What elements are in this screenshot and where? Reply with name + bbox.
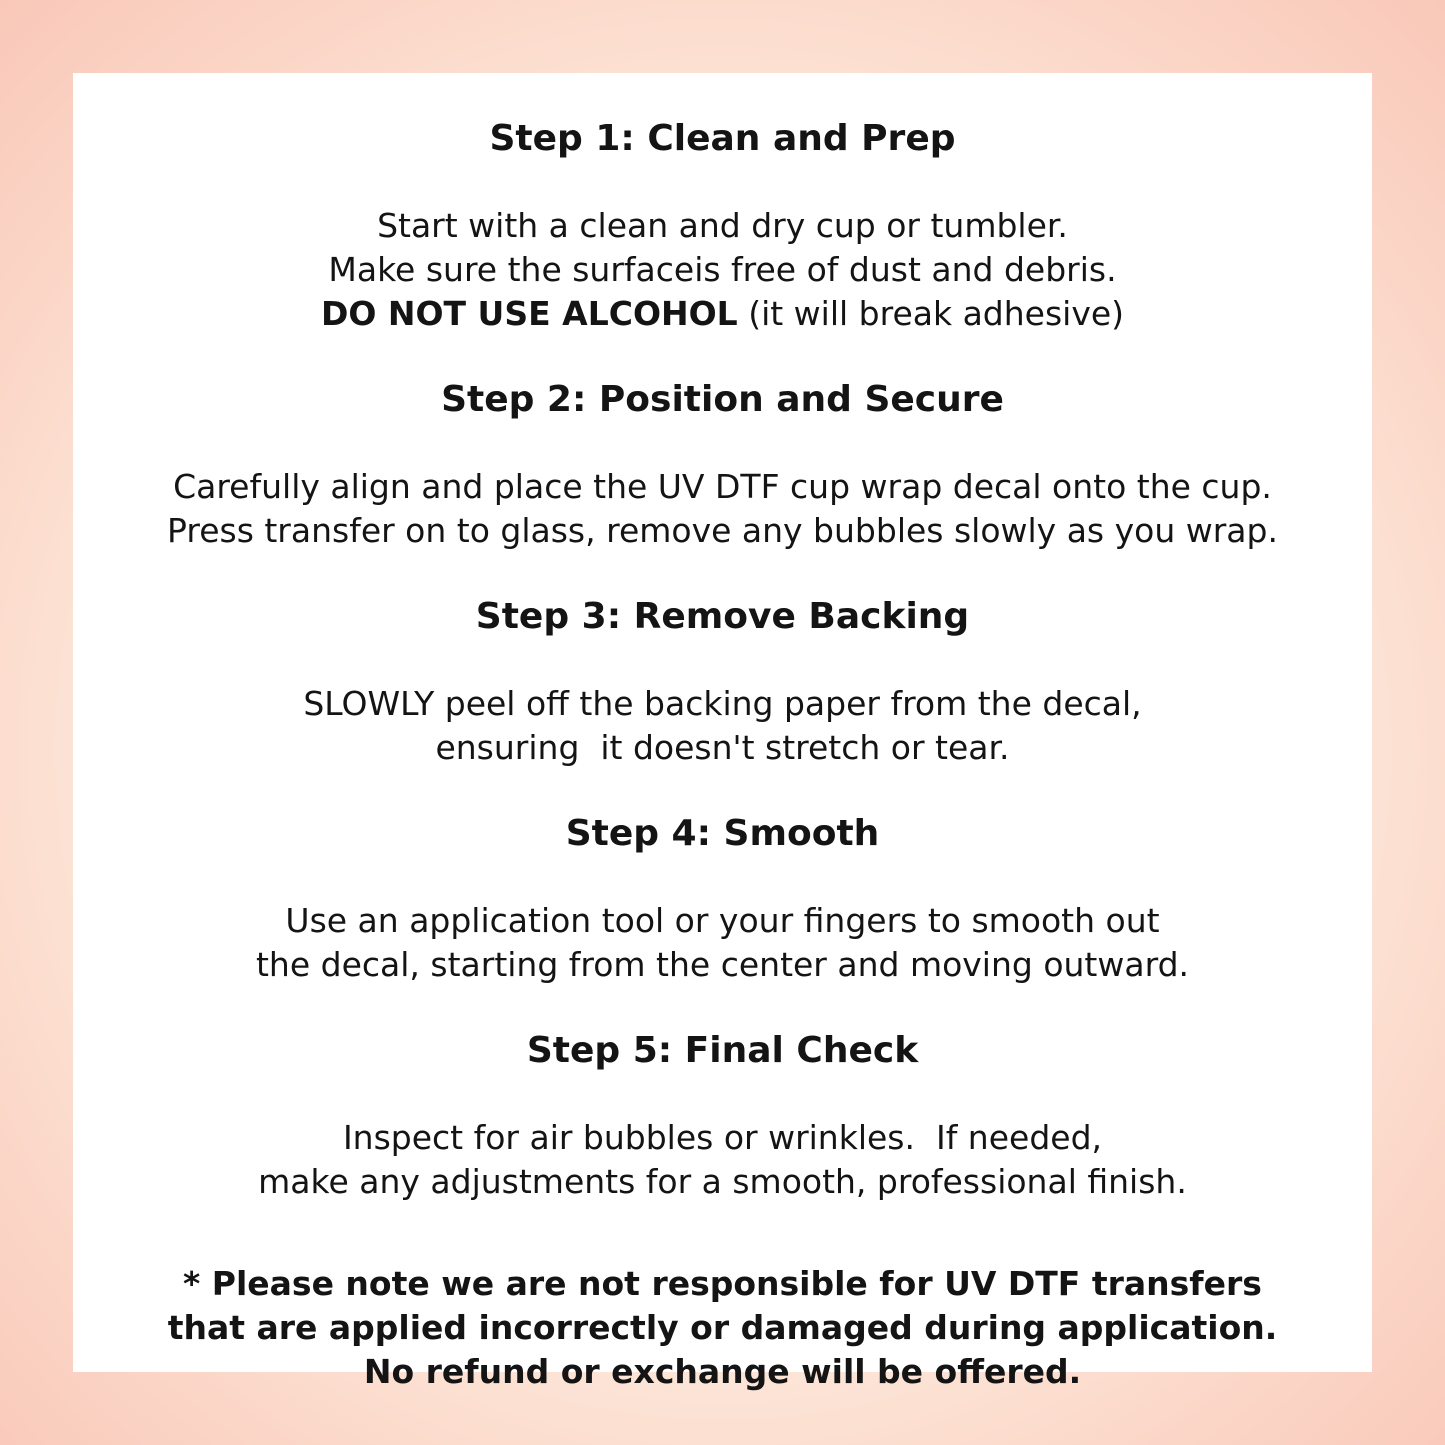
step-3-section	[103, 595, 1342, 770]
step-2-line: Carefully align and place the UV DTF cup wrap decal onto the cup.	[173, 467, 1272, 506]
step-3-heading: Step 3: Remove Backing	[475, 596, 970, 637]
instruction-card	[73, 73, 1372, 1391]
disclaimer-section	[103, 1262, 1342, 1394]
step-1-section	[103, 117, 1342, 336]
disclaimer-line: that are applied incorrectly or damaged during application.	[167, 1308, 1278, 1347]
step-3-line: ensuring it doesn't stretch or tear.	[435, 728, 1010, 767]
disclaimer-line: * Please note we are not responsible for UV DTF transfers	[183, 1264, 1262, 1303]
step-1-line: Start with a clean and dry cup or tumbler.	[377, 206, 1068, 245]
step-2-heading: Step 2: Position and Secure	[441, 379, 1004, 420]
step-1-emphasis-bold: DO NOT USE ALCOHOL	[320, 294, 738, 333]
step-4-section	[103, 812, 1342, 987]
step-4-line: Use an application tool or your fingers to smooth out	[285, 901, 1160, 940]
step-5-section	[103, 1029, 1342, 1204]
step-3-line: SLOWLY peel off the backing paper from the decal,	[303, 684, 1142, 723]
step-1-heading: Step 1: Clean and Prep	[489, 118, 956, 159]
disclaimer-line: No refund or exchange will be offered.	[363, 1352, 1082, 1391]
step-5-line: make any adjustments for a smooth, professional finish.	[258, 1162, 1187, 1201]
step-1-emphasis-line	[103, 292, 1342, 336]
step-5-heading: Step 5: Final Check	[526, 1030, 919, 1071]
step-5-line: Inspect for air bubbles or wrinkles. If needed,	[342, 1118, 1103, 1157]
step-1-line: Make sure the surfaceis free of dust and debris.	[328, 250, 1117, 289]
step-2-line: Press transfer on to glass, remove any bubbles slowly as you wrap.	[167, 511, 1278, 550]
step-4-heading: Step 4: Smooth	[565, 813, 880, 854]
step-2-section	[103, 378, 1342, 553]
step-1-emphasis-regular: (it will break adhesive)	[737, 294, 1125, 333]
step-4-line: the decal, starting from the center and moving outward.	[255, 945, 1190, 984]
